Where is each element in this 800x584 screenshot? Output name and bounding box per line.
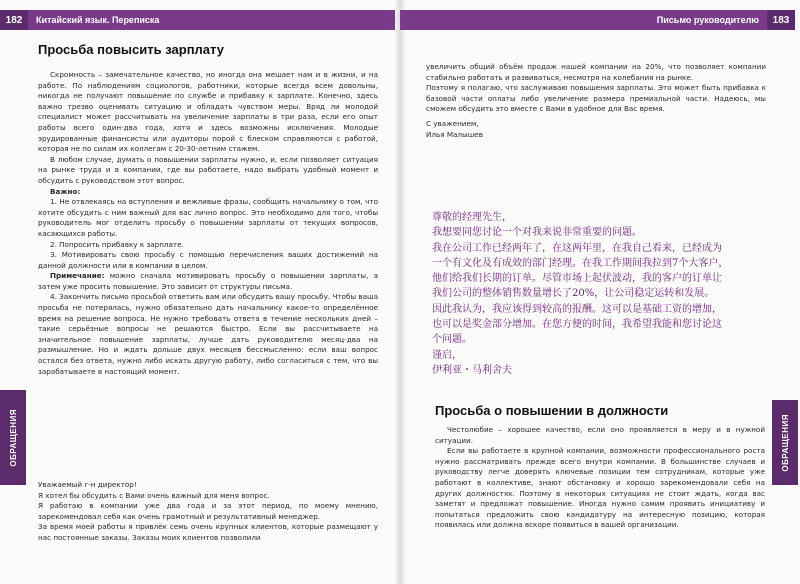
letter-line: Я работаю в компании уже два года и за этот период, по моему мнению, зарекомендовал себя как очень грамотный и результативный менеджер. <box>38 501 378 521</box>
right-paragraph: Честолюбие – хорошее качество, если оно проявляется в меру и в нужной ситуации. <box>435 425 765 445</box>
right-page-number: 183 <box>767 10 795 30</box>
chinese-line: 我想要同您讨论一个对我来说非常重要的问题。 <box>432 227 642 239</box>
chinese-line: 因此我认为，我应该得到较高的报酬。这可以是基础工资的增加， <box>432 303 722 315</box>
important-item: 1. Не отвлекаясь на вступления и вежливые фразы, сообщить начальнику о том, что хотите обсудить с ним важный для вас лично вопрос. Это необходимо для того, чтобы руководитель мог отделить просьбу о повышении зарплаты от текущих вопросов, касающихся работы. <box>38 197 378 238</box>
chinese-line: 他们给我们长期的订单。尽管市场上起伏波动，我的客户的订单让 <box>432 273 722 285</box>
left-page-number: 182 <box>0 10 28 30</box>
letter-part-2 <box>426 62 766 140</box>
letter-greeting: Уважаемый г-н директор! <box>38 480 137 489</box>
book-gutter <box>394 0 406 584</box>
right-paragraph: Если вы работаете в крупной компании, возможности профессионального роста нужно рассматривать прежде всего внутри компании. В большинстве случаев и руководству легче доверять ключевые позиции тем сотрудникам, которые уже работают в коллективе, знают обстановку и хорошо зарекомендовали себя на других должностях. Поэтому в некоторых ситуациях не стоит ждать, когда вас заметят и предложат повышение. Иногда нужно самим проявить инициативу и попытаться предложить свою кандидатуру на интересную позицию, которая появилась или должна вскоре появиться в вашей организации. <box>435 446 765 530</box>
letter-signature: Илья Малышев <box>426 129 483 139</box>
letter-closing: С уважением, <box>426 118 479 128</box>
left-running-header <box>0 10 395 30</box>
important-label: Важно: <box>50 186 81 196</box>
letter-line: За время моей работы я привлёк семь очень крупных клиентов, которые размещают у нас постоянные заказы. Заказы моих клиентов позволили <box>38 522 378 542</box>
chinese-line: 谨启， <box>432 349 462 361</box>
left-paragraph: В любом случае, думать о повышении зарплаты нужно, и, если позволяет ситуация на рынке труда и в компании, где вы работаете, надо выбрать удобный момент и обсудить с руководством этот вопрос. <box>38 154 378 185</box>
left-side-tab: ОБРАЩЕНИЯ <box>0 390 26 485</box>
note <box>38 271 378 292</box>
right-body-text <box>435 425 765 531</box>
left-paragraph: Скромность – замечательное качество, но иногда она мешает нам и в жизни, и на работе. По наблюдениям социологов, работники, которые всегда всем довольны, никогда не получают повышение по службе и прибавку к зарплате. Конечно, здесь важно трезво оценивать ситуацию и обладать чувством меры. Вряд ли молодой специалист может рассчитывать на увеличение зарплаты в три раза, если его опыт работы всего один-два года, хотя и здесь возможны исключения. Молодые эрудированные финансисты или аудиторы порой с блеском справляются с работой, которая не по силам их коллегам с 20-30-летним стажем. <box>38 70 378 154</box>
chinese-line: 个问题。 <box>432 334 472 346</box>
chinese-line: 尊敬的经理先生， <box>432 212 512 223</box>
important-item: 4. Закончить письмо просьбой ответить вам или обсудить вашу просьбу. Чтобы ваша просьба не потерялась, нужно обязательно дать начальнику какое-то определённое время на решение вопроса. Не нужно требовать ответа в течение нескольких дней – такие серьёзные вопросы не решаются быстро. Если вы рассчитываете на значительное повышение зарплаты, лучше дать руководителю месяц-два на размышление. Но и ждать дольше двух месяцев бессмысленно: если ваш вопрос остался без ответа, нужно либо искать другую работу, либо согласиться с тем, что вы зарабатываете в настоящий момент. <box>38 292 378 376</box>
important-item: 3. Мотивировать свою просьбу с помощью перечисления ваших достижений на данной должности или в компании в целом. <box>38 250 378 270</box>
important-item: 2. Попросить прибавку к зарплате. <box>50 239 184 249</box>
chinese-line: 一个有文化及有成效的部门经理。在我工作期间我拉到7个大客户， <box>432 257 729 269</box>
left-heading: Просьба повысить зарплату <box>38 42 224 57</box>
right-running-title: Письмо руководителю <box>656 15 759 25</box>
right-running-header <box>400 10 795 30</box>
chinese-line: 伊利亚・马利舍夫 <box>432 364 512 376</box>
letter-line: Поэтому я полагаю, что заслуживаю повышения зарплаты. Это может быть прибавка к базовой части оплаты либо увеличение размера премиальной части. Надеюсь, мы сможем обсудить это вместе с Вами в удобное для Вас время. <box>426 83 766 114</box>
chinese-line: 我们公司的整体销售数量增长了20%，让公司稳定运转和发展。 <box>432 288 715 300</box>
chinese-line: 也可以是奖金部分增加。在您方便的时间，我希望我能和您讨论这 <box>432 319 722 331</box>
chinese-letter <box>432 210 762 378</box>
left-body-text <box>38 70 378 377</box>
note-text: можно сначала мотивировать просьбу о повышении зарплаты, а затем уже просить повышение. Это зависит от структуры письма. <box>38 271 378 291</box>
right-heading: Просьба о повышении в должности <box>435 403 669 418</box>
note-label: Примечание: <box>50 271 105 281</box>
letter-line: увеличить общий объём продаж нашей компании на 20%, что позволяет компании стабильно работать и развиваться, несмотря на колебания на рынке. <box>426 62 766 82</box>
right-side-tab: ОБРАЩЕНИЯ <box>772 400 798 485</box>
chinese-line: 我在公司工作已经两年了，在这两年里，在我自己看来，已经成为 <box>432 242 722 254</box>
letter-line: Я хотел бы обсудить с Вами очень важный для меня вопрос. <box>38 490 270 500</box>
letter-part-1 <box>38 480 378 544</box>
left-running-title: Китайский язык. Переписка <box>36 15 160 25</box>
